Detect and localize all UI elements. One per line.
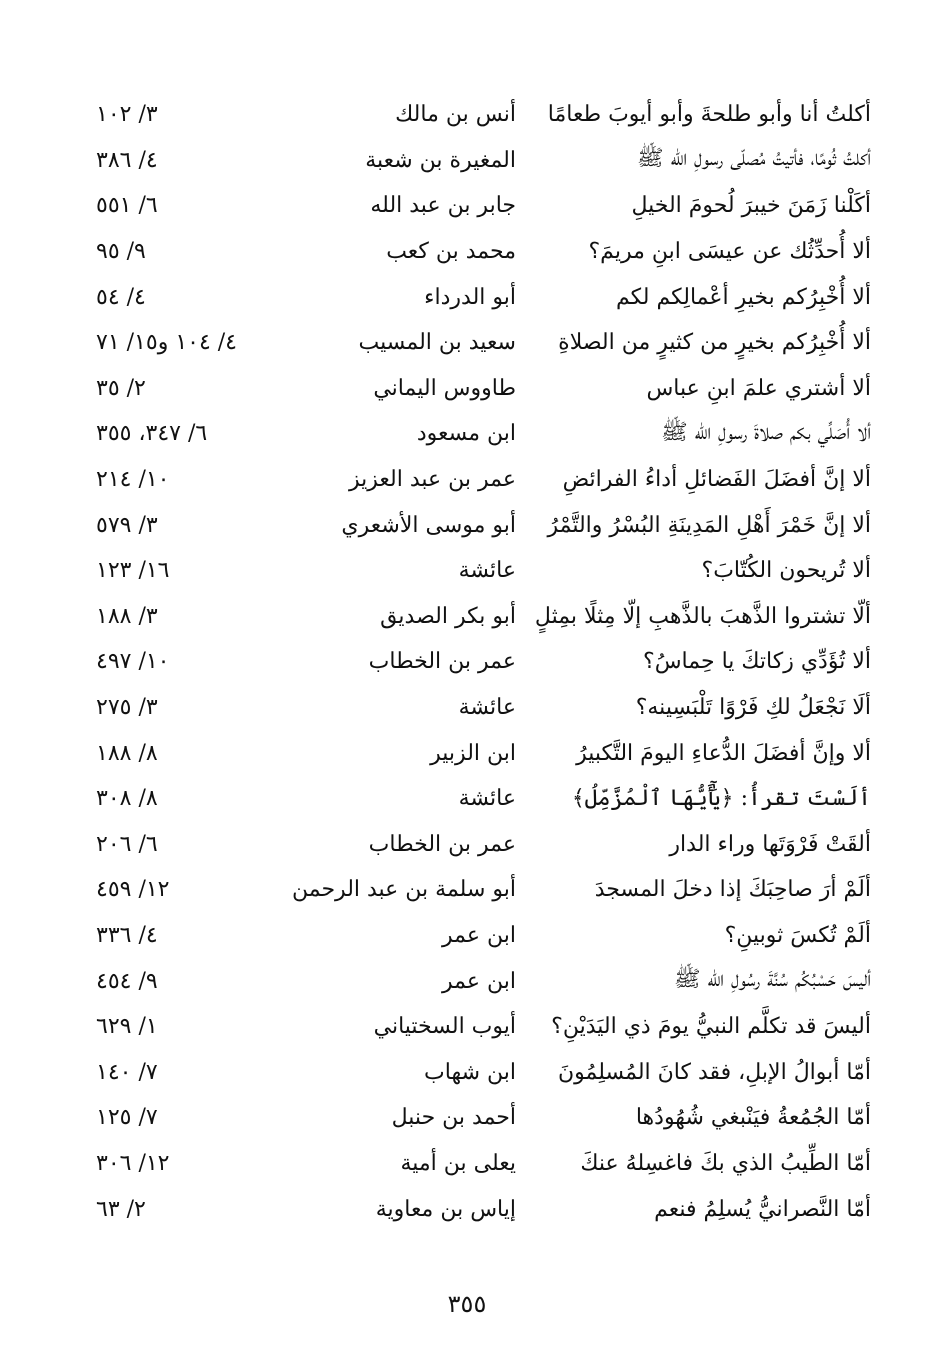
index-row	[96, 1141, 871, 1187]
hadith-text: أمّا الطِّيبُ الذي بكَ فاغسِلهُ عنكَ	[580, 1150, 871, 1176]
narrator-name: ابن شهاب	[424, 1059, 516, 1085]
narrator-name: طاووس اليماني	[373, 375, 516, 401]
hadith-text: ألَا نَجْعَلُ لكِ فَرْوًا تَلْبَسِينه؟	[635, 695, 871, 721]
index-row	[96, 92, 871, 138]
volume-page-reference: ٦/ ٣٤٧، ٣٥٥	[96, 421, 208, 447]
hadith-text: ألا أُصَلِّي بكم صلاةَ رسولِ الله ﷺ	[661, 419, 871, 445]
index-row	[96, 457, 871, 503]
hadith-text: ألا أُحدِّثُك عن عيسَى ابنِ مريمَ؟	[588, 239, 871, 265]
hadith-index-table	[96, 92, 871, 1232]
hadith-text: ألا أُخْبِرُكم بخيرٍ من كثيرٍ من الصلاةِ	[558, 330, 871, 356]
hadith-text: ألا أشتري علمَ ابنِ عباس	[646, 375, 871, 401]
hadith-text: أليسَ قد تكلَّم النبيُّ يومَ ذي اليَدَيْنِ؟	[551, 1014, 871, 1040]
hadith-text: أمّا النَّصرانيُّ يُسلِمُ فنعم	[654, 1196, 871, 1222]
index-row	[96, 229, 871, 275]
index-row	[96, 639, 871, 685]
index-row	[96, 1049, 871, 1095]
volume-page-reference: ٤/ ٣٨٦	[96, 147, 158, 173]
hadith-text: ألَمْ تُكسَ ثوبينِ؟	[724, 922, 871, 948]
volume-page-reference: ٧/ ١٢٥	[96, 1105, 158, 1131]
narrator-name: عائشة	[458, 558, 516, 584]
narrator-name: ابن الزبير	[430, 740, 516, 766]
volume-page-reference: ٦/ ٢٠٦	[96, 831, 158, 857]
volume-page-reference: ١/ ٦٢٩	[96, 1014, 158, 1040]
index-row	[96, 1004, 871, 1050]
index-row	[96, 320, 871, 366]
volume-page-reference: ٩/ ٤٥٤	[96, 968, 158, 994]
hadith-text: ألَسْتَ تقرأُ: ﴿يَٰٓأَيُّهَا ٱلْمُزَّمِّلُ﴾	[571, 786, 871, 812]
volume-page-reference: ٨/ ٣٠٨	[96, 786, 158, 812]
narrator-name: عائشة	[458, 695, 516, 721]
narrator-name: ابن مسعود	[416, 421, 516, 447]
narrator-name: أنس بن مالك	[395, 102, 516, 128]
index-row	[96, 867, 871, 913]
narrator-name: عمر بن الخطاب	[368, 831, 516, 857]
volume-page-reference: ٣/ ٥٧٩	[96, 512, 158, 538]
index-row	[96, 1095, 871, 1141]
index-row	[96, 776, 871, 822]
hadith-text: أكَلْنا زَمَنَ خيبرَ لُحومَ الخيلِ	[631, 193, 871, 219]
page-number: ٣٥٥	[447, 1290, 487, 1318]
volume-page-reference: ١٢/ ٤٥٩	[96, 877, 170, 903]
index-row	[96, 548, 871, 594]
volume-page-reference: ٤/ ٥٤	[96, 284, 146, 310]
hadith-text: ألا تُريحون الكُتّابَ؟	[701, 558, 871, 584]
volume-page-reference: ٩/ ٩٥	[96, 239, 146, 265]
index-row	[96, 822, 871, 868]
volume-page-reference: ٨/ ١٨٨	[96, 740, 158, 766]
hadith-text: ألا أُخْبِرُكم بخيرِ أعْمالِكم لكم	[616, 284, 871, 310]
volume-page-reference: ١٠/ ٤٩٧	[96, 649, 170, 675]
index-row	[96, 411, 871, 457]
index-row	[96, 366, 871, 412]
volume-page-reference: ٢/ ٣٥	[96, 375, 146, 401]
narrator-name: أبو موسى الأشعري	[341, 512, 516, 538]
volume-page-reference: ٤/ ١٠٤ و١٥/ ٧١	[96, 330, 237, 356]
hadith-text: ألا تُؤَدِّي زكاتكَ يا حِماسُ؟	[643, 649, 871, 675]
narrator-name: عائشة	[458, 786, 516, 812]
volume-page-reference: ١٦/ ١٢٣	[96, 558, 170, 584]
index-row	[96, 183, 871, 229]
volume-page-reference: ٢/ ٦٣	[96, 1196, 146, 1222]
index-row	[96, 274, 871, 320]
narrator-name: يعلى بن أمية	[400, 1150, 516, 1176]
narrator-name: ابن عمر	[442, 968, 516, 994]
narrator-name: عمر بن عبد العزيز	[349, 467, 516, 493]
volume-page-reference: ٦/ ٥٥١	[96, 193, 158, 219]
volume-page-reference: ١٢/ ٣٠٦	[96, 1150, 170, 1176]
hadith-text: ألقَتْ فَرْوَتَها وراء الدار	[669, 831, 871, 857]
hadith-text: أمّا الجُمُعةُ فيَنْبغي شُهُودُها	[635, 1105, 871, 1131]
index-row	[96, 730, 871, 776]
narrator-name: أيوب السختياني	[373, 1014, 516, 1040]
narrator-name: جابر بن عبد الله	[370, 193, 516, 219]
hadith-text: أمّا أبوالُ الإبلِ، فقد كانَ المُسلِمُونَ	[557, 1059, 871, 1085]
narrator-name: أحمد بن حنبل	[391, 1105, 516, 1131]
narrator-name: محمد بن كعب	[386, 239, 516, 265]
narrator-name: سعيد بن المسيب	[358, 330, 516, 356]
volume-page-reference: ٣/ ٢٧٥	[96, 695, 158, 721]
hadith-text: ألَمْ أرَ صاحِبَكَ إذا دخلَ المسجدَ	[594, 877, 871, 903]
volume-page-reference: ٣/ ١٠٢	[96, 102, 158, 128]
volume-page-reference: ١٠/ ٢١٤	[96, 467, 170, 493]
index-row	[96, 685, 871, 731]
index-row	[96, 913, 871, 959]
volume-page-reference: ٣/ ١٨٨	[96, 603, 158, 629]
volume-page-reference: ٤/ ٣٣٦	[96, 922, 158, 948]
narrator-name: ابن عمر	[442, 922, 516, 948]
hadith-text: ألّا تشتروا الذَّهبَ بالذَّهبِ إلّا مِثلًا بمِثلٍ	[534, 603, 871, 629]
hadith-text: أكلتُ ثُومًا، فأتيتُ مُصلّى رسولِ الله ﷺ	[637, 146, 871, 172]
narrator-name: أبو سلمة بن عبد الرحمن	[291, 877, 516, 903]
index-row	[96, 138, 871, 184]
narrator-name: أبو بكر الصديق	[380, 603, 516, 629]
hadith-text: ألا إنَّ خَمْرَ أَهْلِ المَدِينَةِ البُسْرُ والتَّمْرُ	[547, 512, 871, 538]
index-row	[96, 1186, 871, 1232]
index-row	[96, 594, 871, 640]
index-row	[96, 958, 871, 1004]
narrator-name: عمر بن الخطاب	[368, 649, 516, 675]
narrator-name: المغيرة بن شعبة	[365, 147, 516, 173]
volume-page-reference: ٧/ ١٤٠	[96, 1059, 158, 1085]
hadith-text: ألا إنَّ أفضَلَ الفَضائلِ أداءُ الفرائضِ	[562, 467, 871, 493]
hadith-text: ألا وإنَّ أفضَلَ الدُّعاءِ اليومَ التَّكبيرُ	[576, 740, 871, 766]
hadith-text: أكلتُ أنا وأبو طلحةَ وأبو أيوبَ طعامًا	[547, 102, 871, 128]
hadith-text: أليسَ حَسْبُكُم سُنَّةَ رسُولِ الله ﷺ	[673, 967, 871, 993]
index-row	[96, 502, 871, 548]
narrator-name: أبو الدرداء	[424, 284, 516, 310]
narrator-name: إياس بن معاوية	[375, 1196, 516, 1222]
